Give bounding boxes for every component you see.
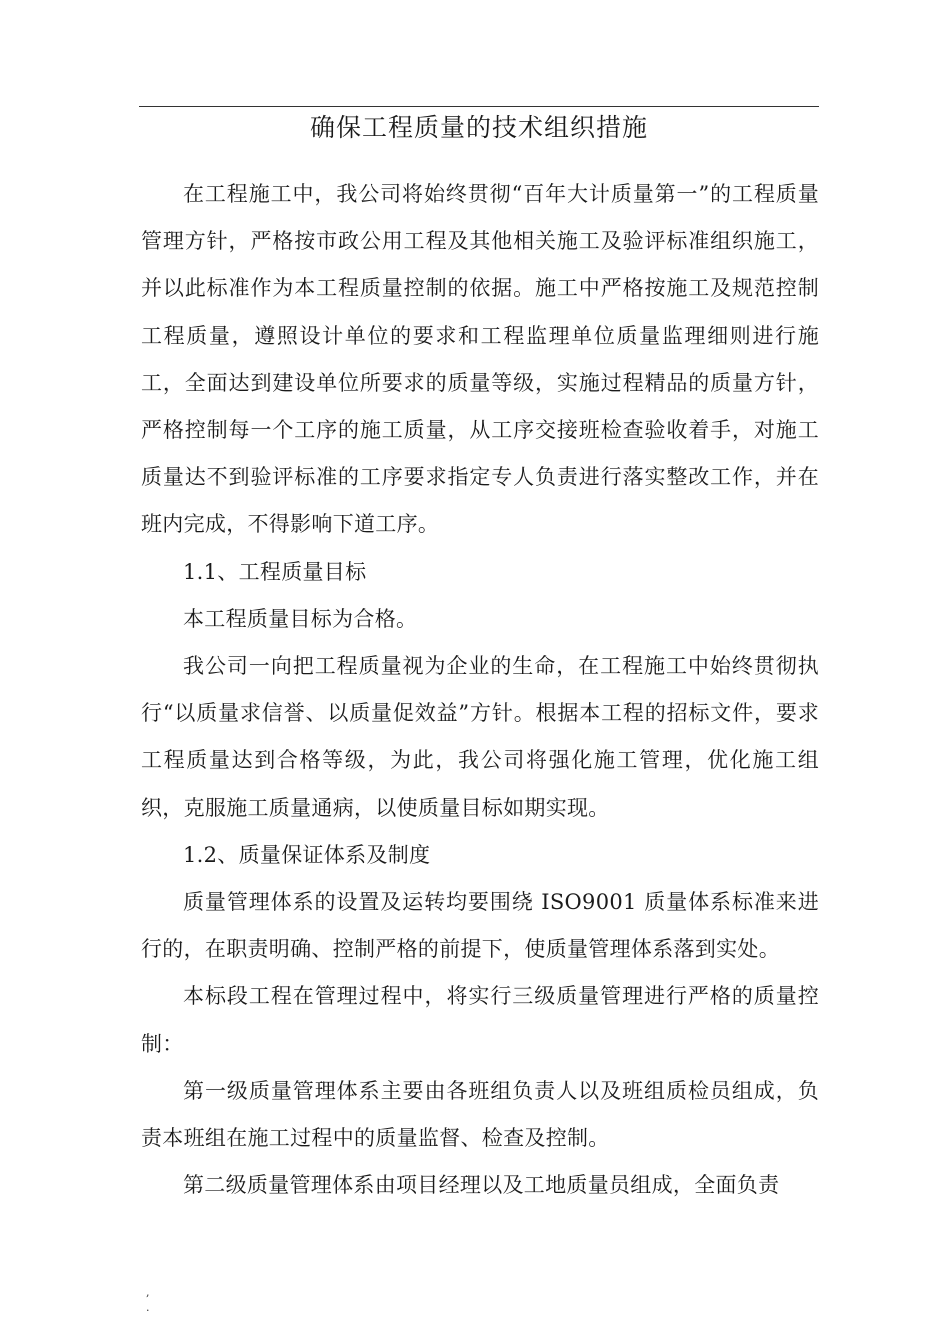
footer-mark: ,: [146, 1286, 150, 1299]
footer-mark: .: [146, 1301, 150, 1314]
paragraph-iso-system: 质量管理体系的设置及运转均要围绕 ISO9001 质量体系标准来进行的，在职责明确、控制严格的前提下，使质量管理体系落到实处。: [141, 890, 819, 962]
header-rule: [139, 106, 819, 107]
paragraph-level-two: 第二级质量管理体系由项目经理以及工地质量员组成，全面负责: [183, 1173, 780, 1198]
document-body: [141, 171, 819, 1209]
paragraph-intro: 在工程施工中，我公司将始终贯彻“百年大计质量第一”的工程质量管理方针，严格按市政公用工程及其他相关施工及验评标准组织施工，并以此标准作为本工程质量控制的依据。施工中严格按施工及规范控制工程质量，遵照设计单位的要求和工程监理单位质量监理细则进行施工，全面达到建设单位所要求的质量等级，实施过程精品的质量方针，严格控制每一个工序的施工质量，从工序交接班检查验收着手，对施工质量达不到验评标准的工序要求指定专人负责进行落实整改工作，并在班内完成，不得影响下道工序。: [141, 182, 819, 537]
paragraph-level-one: 第一级质量管理体系主要由各班组负责人以及班组质检员组成，负责本班组在施工过程中的质量监督、检查及控制。: [141, 1078, 819, 1151]
section-heading-1-2: 1.2、质量保证体系及制度: [183, 842, 431, 867]
paragraph-company-policy: 我公司一向把工程质量视为企业的生命，在工程施工中始终贯彻执行“以质量求信誉、以质量促效益”方针。根据本工程的招标文件，要求工程质量达到合格等级，为此，我公司将强化施工管理，优化施工组织，克服施工质量通病，以使质量目标如期实现。: [141, 654, 819, 820]
page-title: 确保工程质量的技术组织措施: [309, 113, 648, 142]
section-heading-1-1: 1.1、工程质量目标: [183, 559, 367, 584]
paragraph-quality-goal: 本工程质量目标为合格。: [183, 606, 418, 631]
paragraph-three-levels: 本标段工程在管理过程中，将实行三级质量管理进行严格的质量控制：: [141, 984, 819, 1056]
